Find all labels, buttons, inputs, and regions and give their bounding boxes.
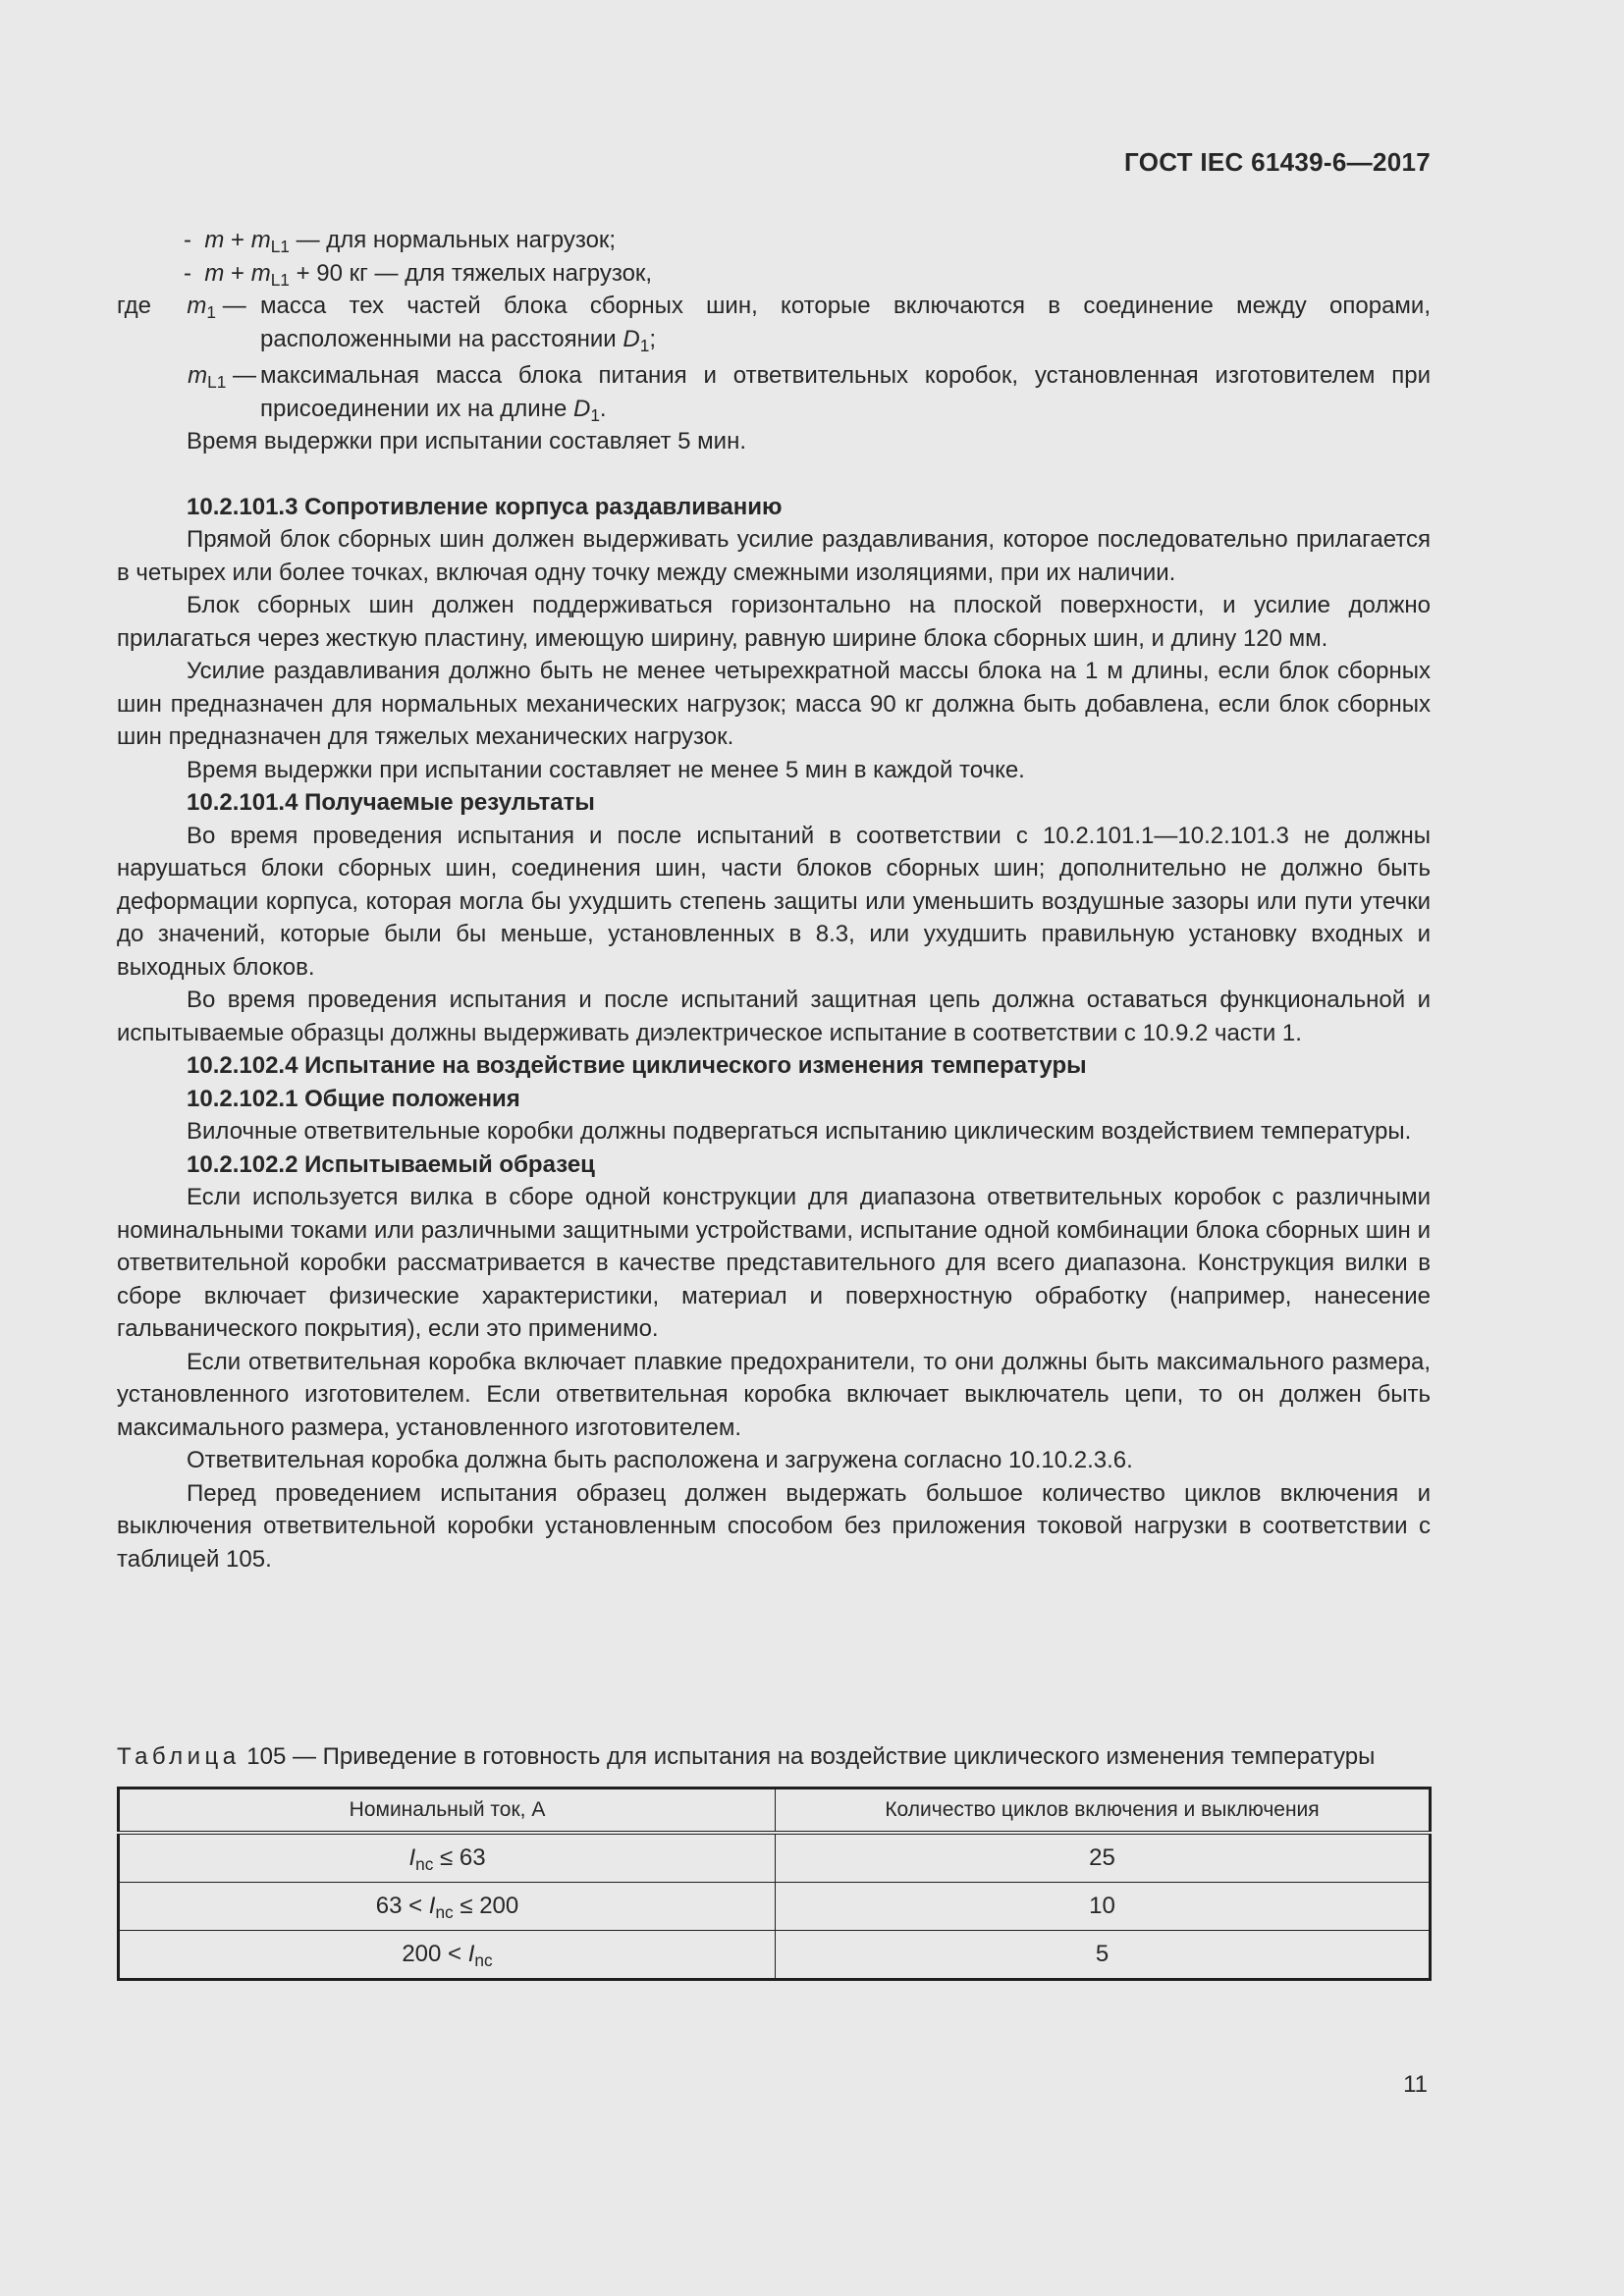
section-title: 10.2.101.4 Получаемые результаты [187,789,595,816]
paragraph: Если ответвительная коробка включает плавкие предохранители, то они должны быть максимального размера, установленного изготовителем. Если ответвительная коробка включает выключатель цепи, то он должен быть максимального размера, установленного изготовителем. [117,1348,1431,1441]
paragraph: Во время проведения испытания и после испытаний защитная цепь должна оставаться функциональной и испытываемые образцы должны выдерживать диэлектрическое испытание в соответствии с 10.9.2 части 1. [117,987,1431,1046]
table-row: $I_{nc} \le 63$ 25 [119,1833,1431,1883]
section-title: 10.2.101.3 Сопротивление корпуса раздавливанию [187,493,783,520]
table-row: $63 < I_{nc} \le 200$ 10 [119,1883,1431,1931]
definition-m1: где $m_1$ — масса тех частей блока сборных шин, которые включаются в соединение между опорами, расположенными на расстоянии $D_1$; [117,293,1431,355]
paragraph: Блок сборных шин должен поддерживаться горизонтально на плоской поверхности, и усилие должно прилагаться через жесткую пластину, имеющую ширину, равную ширине блока сборных шин, и длину 120 мм. [117,592,1431,652]
definition-mL1: $m_{L1}$ — максимальная масса блока питания и ответвительных коробок, установленная изготовителем при присоединении их на длине $D_1$. [188,362,1431,425]
document-code: ГОСТ IEC 61439-6—2017 [1124,147,1431,177]
hold-time-text: Время выдержки при испытании составляет 5 мин. [187,428,747,454]
column-header-current: Номинальный ток, А [119,1789,776,1834]
column-header-cycles: Количество циклов включения и выключения [776,1789,1431,1834]
paragraph: Если используется вилка в сборе одной конструкции для диапазона ответвительных коробок с различными номинальными токами или различными защитными устройствами, испытание одной комбинации блока сборных шин и ответвительной коробки рассматривается в качестве представительного для всего диапазона. Конструкция вилки в сборе включает физические характеристики, материал и поверхностную обработку (например, нанесение гальванического покрытия), если это применимо. [117,1184,1431,1342]
section-title: 10.2.102.1 Общие положения [187,1085,520,1112]
paragraph: Во время проведения испытания и после испытаний в соответствии с 10.2.101.1—10.2.101.3 не должны нарушаться блоки сборных шин, соединения шин, части блоков сборных шин; дополнительно не должно быть деформации корпуса, которая могла бы ухудшить степень защиты или уменьшить воздушные зазоры или пути утечки до значений, которые были бы меньше, установленных в 8.3, или ухудшить правильную установку входных и выходных блоков. [117,822,1431,981]
table-header-row [119,1789,1431,1834]
paragraph: Прямой блок сборных шин должен выдерживать усилие раздавливания, которое последовательно прилагается в четырех или более точках, включая одну точку между смежными изоляциями, при их наличии. [117,526,1431,586]
table-caption: Таблица 105 — Приведение в готовность для испытания на воздействие циклического изменения температуры [117,1743,1376,1770]
formula-line-heavy: - $m + m_{L1} + 90$ кг — для тяжелых нагрузок, [184,259,653,290]
table-row: $200 < I_{nc}$ 5 [119,1931,1431,1980]
body-text [117,224,1431,1575]
paragraph: Перед проведением испытания образец должен выдержать большое количество циклов включения и выключения ответвительной коробки установленным способом без приложения токовой нагрузки в соответствии с таблицей 105. [117,1479,1431,1573]
paragraph: Ответвительная коробка должна быть расположена и загружена согласно 10.10.2.3.6. [187,1447,1133,1473]
table-105 [117,1787,1432,1981]
section-title: 10.2.102.2 Испытываемый образец [187,1150,595,1178]
section-title: 10.2.102.4 Испытание на воздействие циклического изменения температуры [187,1052,1087,1079]
paragraph: Усилие раздавливания должно быть не менее четырехкратной массы блока на 1 м длины, если блок сборных шин предназначен для нормальных механических нагрузок; масса 90 кг должна быть добавлена, если блок сборных шин предназначен для тяжелых механических нагрузок. [117,658,1431,750]
page-number: 11 [1403,2071,1428,2098]
formula-line-normal: - $m + m_{L1}$ — для нормальных нагрузок; [184,227,617,256]
paragraph: Вилочные ответвительные коробки должны подвергаться испытанию циклическим воздействием температуры. [187,1118,1412,1145]
paragraph: Время выдержки при испытании составляет не менее 5 мин в каждой точке. [187,756,1025,783]
